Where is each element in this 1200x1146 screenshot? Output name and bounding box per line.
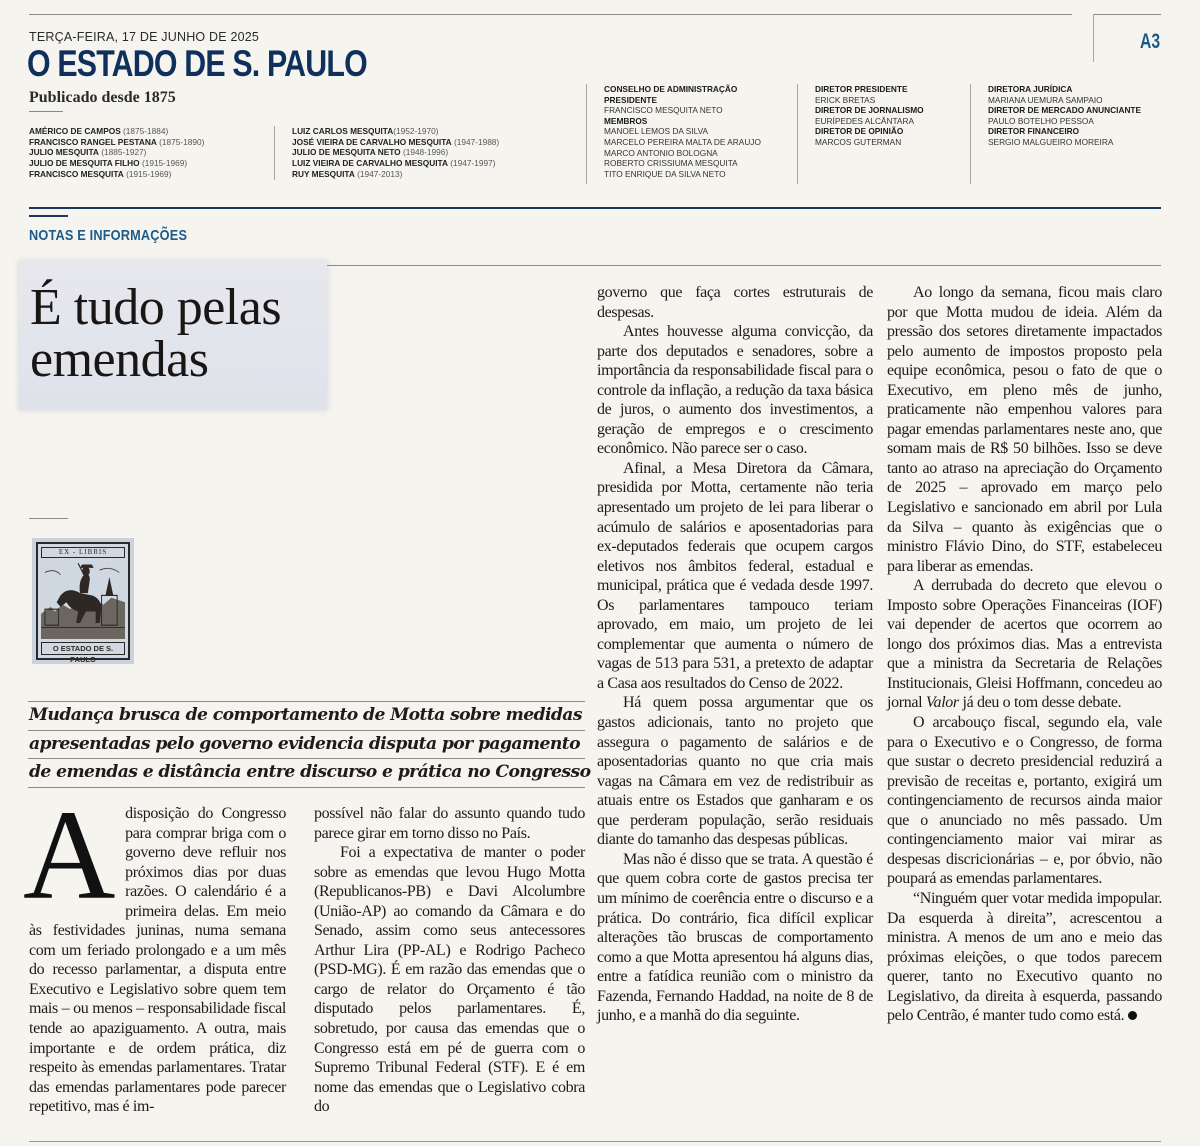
section-rule	[29, 207, 1161, 209]
publication-name: Valor	[925, 694, 959, 712]
founders-list-right	[292, 126, 499, 180]
paragraph: A derrubada do decreto que elevou o Imposto sobre Operações Financeiras (IOF) vai depender de acertos que ocorrem ao longo dos próximos dias. Mas a entrevista que a ministra da Secretaria de Relações Institucionais, Gleisi Hoffmann, concedeu ao jornal Valor já deu o tom desse debate.	[887, 577, 1162, 712]
founder-entry: FRANCISCO MESQUITA (1915-1969)	[29, 168, 172, 179]
page-number-divider	[1093, 14, 1094, 62]
paragraph: Afinal, a Mesa Diretora da Câmara, presidida por Motta, certamente não teria apresentado um projeto de lei para liberar o acúmulo de salários e aposentadorias para ex-deputados federais que ocupem cargos eletivos nos âmbitos federal, estadual e municipal, prática que é vedada desde 1997. Os parlamentares tampouco teriam aprovado, em maio, um projeto de lei complementar que aumenta o número de vagas de 513 para 531, a pretexto de adaptar a Casa aos resultados do Censo de 2022.	[597, 459, 873, 692]
since-underline	[29, 111, 63, 112]
article-column-1	[23, 784, 286, 1117]
founders-list-left	[29, 126, 204, 180]
article-column-4	[887, 283, 1162, 1026]
published-since: Publicado desde 1875	[29, 89, 176, 106]
top-rule	[29, 14, 1072, 15]
paragraph: Foi a expectativa de manter o poder sobre as emendas que levou Hugo Motta (Republicanos-PB) e Davi Alcolumbre (União-AP) ao comando da Câmara e do Senado, assim como seus antecessores Arthur Lira (PP-AL) e Rodrigo Pacheco (PSD-MG). É em razão das emendas que o cargo de relator do Orçamento é tão disputado pelos parlamentares. É, sobretudo, por causa das emendas que o Congresso está em pé de guerra com o Supremo Tribunal Federal (STF). E é em nome das emendas que o Legislativo cobra do	[314, 844, 585, 1116]
exlibris-rule	[29, 518, 68, 519]
edition-date: TERÇA-FEIRA, 17 DE JUNHO DE 2025	[29, 30, 260, 44]
founder-entry: RUY MESQUITA (1947-2013)	[292, 168, 403, 179]
staff-divider-1	[586, 84, 587, 184]
page-number: A3	[1140, 30, 1161, 53]
paragraph: Mas não é disso que se trata. A questão é que quem cobra corte de gastos precisa ter um mínimo de coerência entre o discurso e a prática. Do contrário, fica difícil explicar alterações tão bruscas de comportamento como a que Motta apresentou há alguns dias, entre a fatídica reunião com o ministro da Fazenda, Fernando Haddad, na noite de 8 de junho, e a manhã do dia seguinte.	[597, 850, 873, 1025]
founder-entry: JULIO MESQUITA (1885-1927)	[29, 147, 147, 158]
section-accent-bar	[29, 215, 68, 217]
horseman-illustration-icon	[41, 561, 125, 639]
exlibris-image	[32, 538, 134, 664]
founder-entry: LUIZ CARLOS MESQUITA(1952-1970)	[292, 126, 439, 136]
section-label: NOTAS E INFORMAÇÕES	[29, 227, 188, 244]
exlibris-bottom-label: O ESTADO DE S. PAULO	[41, 642, 125, 655]
bottom-rule	[29, 1141, 1161, 1142]
exlibris-top-label: EX - LIBRIS	[41, 547, 125, 558]
founder-entry: LUIZ VIEIRA DE CARVALHO MESQUITA (1947-1997)	[292, 158, 496, 169]
paragraph: Ao longo da semana, ficou mais claro por que Motta mudou de ideia. Além da pressão dos setores diretamente impactados pelo aumento de impostos proposto pela equipe econômica, pesou o fato de que o Executivo, em pleno mês de junho, praticamente não empenhou valores para pagar emendas parlamentares neste ano, que somam mais de R$ 50 bilhões. Isso se deve tanto ao atraso na apreciação do Orçamento de 2025 – aprovado em março pelo Legislativo e sancionado em abril por Lula da Silva – quanto às exigências que o ministro Flávio Dino, do STF, estabeleceu para liberar as emendas.	[887, 284, 1162, 575]
article-column-3	[597, 283, 873, 1026]
newspaper-logo: O ESTADO DE S. PAULO	[27, 43, 367, 84]
paragraph: “Ninguém quer votar medida impopular. Da esquerda à direita”, acrescentou a ministra. A menos de um ano e meio das próximas eleições, o que todos parecem querer, tanto no Executivo quanto no Legislativo, da direita à esquerda, passando pelo Centrão, é manter tudo como está.	[887, 889, 1162, 1025]
end-of-article-icon	[1128, 1011, 1137, 1020]
page-number-rule	[1093, 14, 1161, 15]
paragraph: disposição do Congresso para comprar briga com o governo deve refluir nos próximos dias por duas razões. O calendário é a primeira delas. Em meio às festividades juninas, numa semana com um feriado prolongado e a um mês do recesso parlamentar, a disputa entre Executivo e Legislativo sobre quem tem mais – ou menos – responsabilidade fiscal tende ao apaziguamento. A outra, mais importante e de ordem prática, diz respeito às emendas parlamentares. Tratar das emendas parlamentares pode parecer repetitivo, mas é im-	[29, 805, 286, 1116]
staff-divider-3	[970, 84, 971, 184]
paragraph: Antes houvesse alguma convicção, da parte dos deputados e senadores, sobre a importância da responsabilidade fiscal para o controle da inflação, a redução da taxa básica de juros, o aumento dos investimentos, a geração de empregos e o crescimento econômico. Não parece ser o caso.	[597, 323, 873, 458]
founder-entry: FRANCISCO RANGEL PESTANA (1875-1890)	[29, 136, 205, 147]
paragraph: Há quem possa argumentar que os gastos adicionais, tanto no projeto que assegura o pagamento de salários e de aposentadorias quanto no que cria mais vagas na Câmara em vez de redistribuir as atuais entre os Estados que ganharam e os que perderam população, serão residuais diante do tamanho das despesas públicas.	[597, 694, 873, 849]
drop-cap: A	[23, 784, 116, 926]
article-deck: Mudança brusca de comportamento de Motta sobre medidas apresentadas pelo governo evidencia disputa por pagamento de emendas e distância entre discurso e prática no Congresso	[28, 701, 585, 788]
board-of-directors: CONSELHO DE ADMINISTRAÇÃO PRESIDENTE FRANCISCO MESQUITA NETO MEMBROS MANOEL LEMOS DA SILVA MARCELO PEREIRA MALTA DE ARAUJO MARCO ANTONIO BOLOGNA ROBERTO CRISSIUMA MESQUITA TITO ENRIQUE DA SILVA NETO	[604, 84, 761, 179]
directors-group-b: DIRETORA JURÍDICA MARIANA UEMURA SAMPAIO DIRETOR DE MERCADO ANUNCIANTE PAULO BOTELHO PESSOA DIRETOR FINANCEIRO SERGIO MALGUEIRO MOREIRA	[988, 84, 1142, 147]
founder-entry: AMÉRICO DE CAMPOS (1875-1884)	[29, 126, 169, 136]
article-column-2	[314, 804, 585, 1117]
founders-divider	[274, 126, 275, 180]
paragraph: possível não falar do assunto quando tudo parece girar em torno disso no País.	[314, 805, 585, 842]
founder-entry: JOSÉ VIEIRA DE CARVALHO MESQUITA (1947-1988)	[292, 136, 500, 147]
paragraph: governo que faça cortes estruturais de despesas.	[597, 284, 873, 321]
founder-entry: JULIO DE MESQUITA NETO (1948-1996)	[292, 147, 449, 158]
staff-divider-2	[797, 84, 798, 184]
article-headline: É tudo pelas emendas	[30, 279, 282, 388]
founder-entry: JULIO DE MESQUITA FILHO (1915-1969)	[29, 158, 188, 169]
directors-group-a: DIRETOR PRESIDENTE ERICK BRETAS DIRETOR DE JORNALISMO EURÍPEDES ALCÂNTARA DIRETOR DE OPINIÃO MARCOS GUTERMAN	[815, 84, 924, 147]
paragraph: O arcabouço fiscal, segundo ela, vale para o Executivo e o Congresso, de forma que sustar o decreto presidencial reduzirá a previsão de receitas e, portanto, exigirá um contingenciamento de recursos ainda maior que o anunciado no mês passado. Um contingenciamento maior vai mirar as despesas discricionárias – e, por óbvio, não poupará as emendas parlamentares.	[887, 714, 1162, 888]
